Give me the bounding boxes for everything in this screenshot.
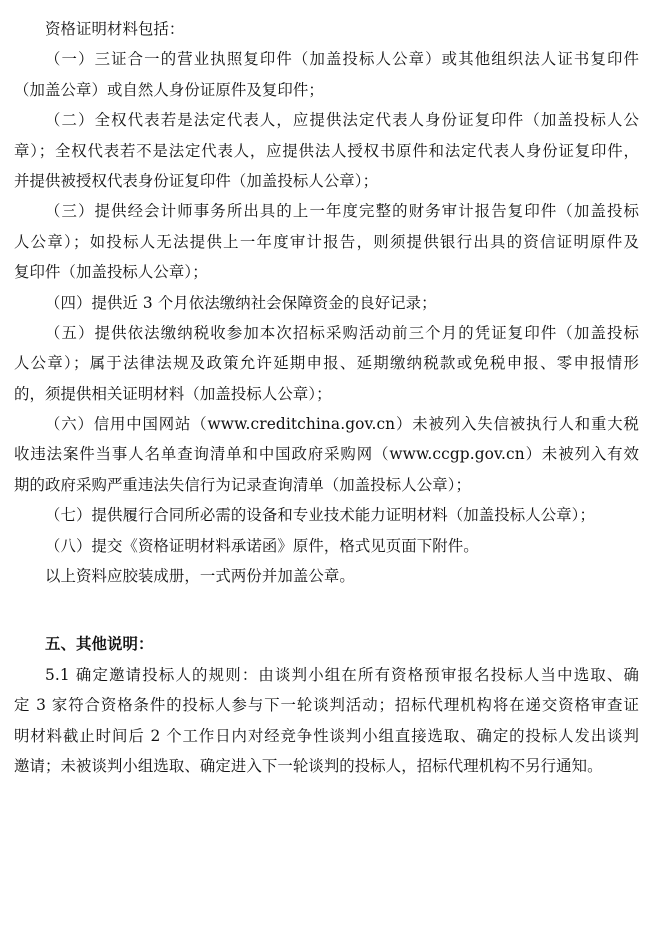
item-line: 并提供被授权代表身份证复印件（加盖投标人公章）； (14, 171, 379, 190)
item-line: （三）提供经会计师事务所出具的上一年度完整的财务审计报告复印件（加盖投标 (45, 202, 639, 221)
item-line: （四）提供近 3 个月依法缴纳社会保障资金的良好记录； (45, 293, 437, 312)
item-line: （五）提供依法缴纳税收参加本次招标采购活动前三个月的凭证复印件（加盖投标 (45, 323, 639, 342)
list-item (14, 318, 639, 409)
list-item (14, 196, 639, 287)
list-item (14, 500, 639, 530)
item-line: 的，须提供相关证明材料（加盖投标人公章）； (14, 384, 332, 403)
intro-text: 资格证明材料包括： (45, 20, 185, 38)
list-item (14, 288, 639, 318)
paragraph-line: 邀请；未被谈判小组选取、确定进入下一轮谈判的投标人，招标代理机构不另行通知。 (14, 756, 603, 775)
list-item (14, 531, 639, 561)
item-line: （六）信用中国网站（www.creditchina.gov.cn）未被列入失信被执行人和重大税 (45, 415, 639, 434)
item-line: 期的政府采购严重违法失信行为记录查询清单（加盖投标人公章）； (14, 475, 472, 494)
item-line: （八）提交《资格证明材料承诺函》原件，格式见页面下附件。 (45, 536, 479, 555)
item-line: 章）；全权代表若不是法定代表人，应提供法人授权书原件和法定代表人身份证复印件， (14, 141, 639, 160)
item-line: 人公章）；如投标人无法提供上一年度审计报告，则须提供银行出具的资信证明原件及 (14, 232, 639, 251)
item-line: （二）全权代表若是法定代表人，应提供法定代表人身份证复印件（加盖投标人公 (45, 111, 639, 130)
list-item (14, 409, 639, 500)
item-line: （一）三证合一的营业执照复印件（加盖投标人公章）或其他组织法人证书复印件 (45, 50, 639, 69)
paragraph-line: 5.1 确定邀请投标人的规则：由谈判小组在所有资格预审报名投标人当中选取、确 (45, 665, 639, 684)
paragraph-line: 明材料截止时间后 2 个工作日内对经竞争性谈判小组直接选取、确定的投标人发出谈判 (14, 726, 639, 745)
section-paragraph (14, 660, 639, 782)
section-spacer (14, 591, 639, 629)
closing-text: 以上资料应胶装成册，一式两份并加盖公章。 (45, 567, 355, 586)
item-line: （加盖公章）或自然人身份证原件及复印件； (14, 80, 324, 99)
paragraph-line: 定 3 家符合资格条件的投标人参与下一轮谈判活动；招标代理机构将在递交资格审查证 (14, 696, 639, 715)
item-line: 收违法案件当事人名单查询清单和中国政府采购网（www.ccgp.gov.cn）未被列入有效 (14, 445, 639, 464)
document-body (14, 14, 639, 781)
list-item (14, 44, 639, 105)
section-heading: 五、其他说明： (45, 635, 154, 654)
item-line: 人公章）；属于法律法规及政策允许延期申报、延期缴纳税款或免税申报、零申报情形 (14, 354, 639, 373)
item-line: 复印件（加盖投标人公章）； (14, 263, 208, 282)
item-line: （七）提供履行合同所必需的设备和专业技术能力证明材料（加盖投标人公章）； (45, 506, 595, 525)
list-item (14, 105, 639, 196)
